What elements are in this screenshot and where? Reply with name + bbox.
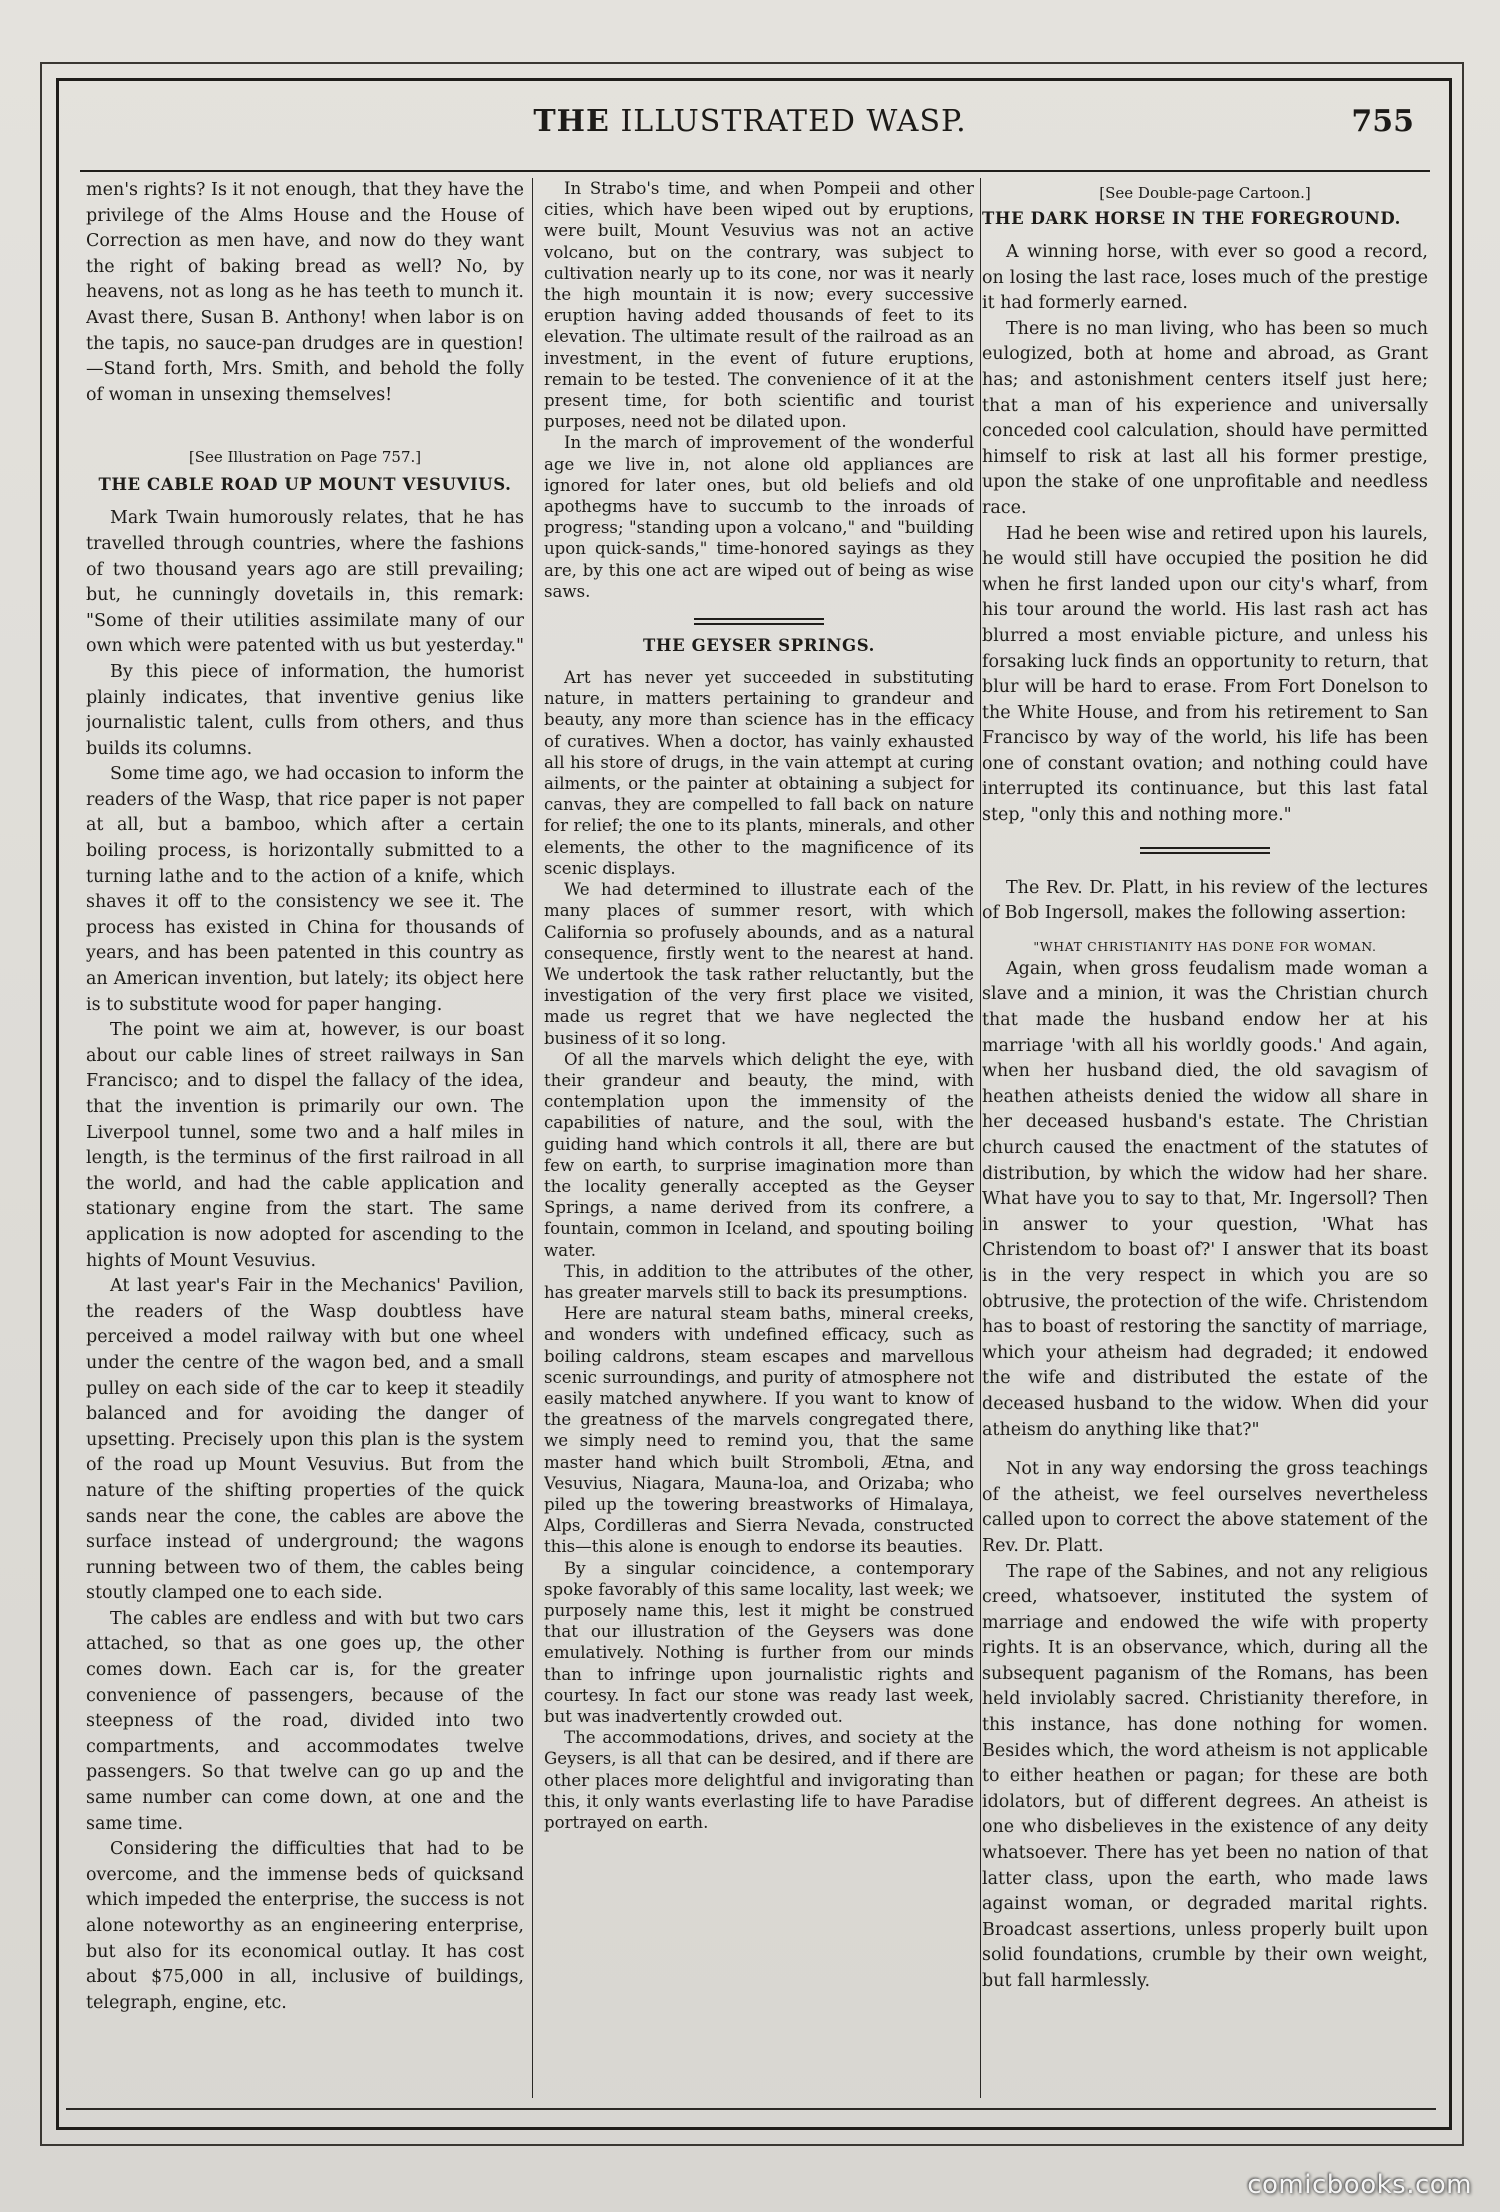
- watermark-logo: comicbooks.com: [1247, 2170, 1472, 2200]
- article-columns: [86, 178, 1428, 2098]
- header-rule: [80, 170, 1430, 172]
- illustration-note: [See Illustration on Page 757.]: [188, 448, 422, 467]
- paragraph: The point we aim at, however, is our boast about our cable lines of street railways in San Francisco; and to dispel the fallacy of the idea, that the invention is primarily our own. The Liverpool tunnel, some two and a half miles in length, is the terminus of the first railroad in all the world, and had the cable application and stationary engine from the start. The same application is now adopted for ascending to the hights of Mount Vesuvius.: [86, 1020, 524, 1271]
- column-3: [982, 178, 1428, 2098]
- paragraph: Mark Twain humorously relates, that he has travelled through countries, where the fashions of two thousand years ago are still prevailing; but, he cunningly dovetails in, this remark: "Some of their utilities assimilate many of our own which were patented with us but yesterday.": [86, 508, 524, 657]
- section-separator: [1140, 847, 1270, 854]
- quoted-paragraph: Again, when gross feudalism made woman a slave and a minion, it was the Christian church that made the husband endow her at his marriage 'with all his worldly goods.' And again, when her husband died, the old savagism of heathen atheists denied the widow all share in her deceased husband's estate. The Christian church caused the enactment of the statutes of distribution, by which the widow had her share. What have you to say to that, Mr. Ingersoll? Then in answer to your question, 'What has Christendom to boast of?' I answer that its boast is in the very respect in which you are so obtrusive, the protection of the wife. Christendom has to boast of restoring the sanctity of marriage, which your atheism had degraded; it endowed the wife and distributed the estate of the deceased husband to the widow. When did your atheism do anything like that?": [982, 958, 1428, 1440]
- section-separator: [694, 618, 824, 625]
- paragraph: Not in any way endorsing the gross teachings of the atheist, we feel ourselves nevertheless called upon to correct the above statement of the Rev. Dr. Platt.: [982, 1459, 1428, 1556]
- paragraph: The Rev. Dr. Platt, in his review of the lectures of Bob Ingersoll, makes the following assertion:: [982, 877, 1428, 924]
- footer-rule: [66, 2108, 1436, 2110]
- masthead-the: THE: [533, 104, 610, 139]
- paragraph: Of all the marvels which delight the eye, with their grandeur and beauty, the mind, with contemplation upon the immensity of the capabilities of nature, and the soul, with the guiding hand which controls it all, there are but few on earth, to surprise imagination more than the locality generally accepted as the Geyser Springs, a name derived from its confrere, a fountain, common in Iceland, and spouting boiling water.: [544, 1049, 974, 1260]
- article-heading-geyser-springs: THE GEYSER SPRINGS.: [643, 636, 875, 656]
- paragraph: Had he been wise and retired upon his laurels, he would still have occupied the position he did when he first landed upon our city's wharf, from his tour around the world. His last rash act has blurred a most enviable picture, and unless his forsaking luck finds an opportunity to return, that blur will be hard to erase. From Fort Donelson to the White House, and from his retirement to San Francisco by way of the world, his life has been one of constant ovation; and nothing could have interrupted its continuance, but this last fatal step, "only this and nothing more.": [982, 523, 1428, 826]
- article-heading-dark-horse: THE DARK HORSE IN THE FOREGROUND.: [982, 209, 1402, 228]
- paragraph: Here are natural steam baths, mineral creeks, and wonders with undefined efficacy, such as boiling caldrons, steam escapes and marvellous scenic surroundings, and purity of atmosphere not easily matched anywhere. If you want to know of the greatness of the marvels congregated there, we simply need to remind you, that the same master hand which built Stromboli, Ætna, and Vesuvius, Niagara, Mauna-loa, and Orizaba; who piled up the towering breastworks of Himalaya, Alps, Cordilleras and Sierra Nevada, constructed this—this alone is enough to endorse its beauties.: [544, 1304, 974, 1557]
- paragraph: In Strabo's time, and when Pompeii and other cities, which have been wiped out by eruptions, were built, Mount Vesuvius was not an active volcano, but on the contrary, was subject to cultivation nearly up to its cone, nor was it nearly the high mountain it is now; every successive eruption having added thousands of feet to its elevation. The ultimate result of the railroad as an investment, in the event of future eruptions, remain to be tested. The convenience of it at the present time, for both scientific and tourist purposes, need not be dilated upon.: [544, 179, 974, 432]
- quoted-subheading: "WHAT CHRISTIANITY HAS DONE FOR WOMAN.: [1033, 938, 1377, 954]
- paragraph: At last year's Fair in the Mechanics' Pavilion, the readers of the Wasp doubtless have perceived a model railway with but one wheel under the centre of the wagon bed, and a small pulley on each side of the car to keep it steadily balanced and for avoiding the danger of upsetting. Precisely upon this plan is the system of the road up Mount Vesuvius. But from the nature of the shifting properties of the quick sands near the cone, the cables are above the surface instead of underground; the wagons running between two of them, the cables being stoutly clamped one to each side.: [86, 1276, 524, 1604]
- paragraph: By this piece of information, the humorist plainly indicates, that inventive genius like journalistic talent, culls from others, and thus builds its columns.: [86, 661, 524, 759]
- paragraph: The rape of the Sabines, and not any religious creed, whatsoever, instituted the system of marriage and endowed the wife with property rights. It is an observance, which, during all the subsequent paganism of the Romans, has been held inviolably sacred. Christianity therefore, in this instance, has done nothing for women. Besides which, the word atheism is not applicable to either heathen or pagan; for these are both idolators, but of different degrees. An atheist is one who disbelieves in the existence of any deity whatsoever. There has yet been no nation of that latter class, upon the earth, who made laws against woman, or degraded marital rights. Broadcast assertions, unless properly built upon solid foundations, crumble by their own weight, but fall harmlessly.: [982, 1561, 1428, 1991]
- paragraph: A winning horse, with ever so good a record, on losing the last race, loses much of the prestige it had formerly earned.: [982, 242, 1428, 314]
- page-number: 755: [1351, 104, 1414, 139]
- paragraph: men's rights? Is it not enough, that they have the privilege of the Alms House and the House of Correction as men have, and now do they want the right of baking bread as well? No, by heavens, not as long as he has teeth to munch it. Avast there, Susan B. Anthony! when labor is on the tapis, no sauce-pan drudges are in question!—Stand forth, Mrs. Smith, and behold the folly of woman in unsexing themselves!: [86, 180, 524, 405]
- paragraph: There is no man living, who has been so much eulogized, both at home and abroad, as Grant has; and astonishment centers itself just here; that a man of his experience and universally conceded cool calculation, should have permitted himself to risk at last all his former prestige, upon the stake of one unprofitable and needless race.: [982, 318, 1428, 518]
- masthead-title: [60, 104, 1440, 139]
- masthead-name: ILLUSTRATED WASP.: [620, 104, 967, 139]
- paragraph: The accommodations, drives, and society at the Geysers, is all that can be desired, and if there are other places more delightful and invigorating than this, it only wants everlasting life to have Paradise portrayed on earth.: [544, 1728, 974, 1833]
- paragraph: We had determined to illustrate each of the many places of summer resort, with which California so profusely abounds, and as a natural consequence, firstly went to the nearest at hand. We undertook the task rather reluctantly, but the investigation of the very first place we visited, made us regret that we have neglected the business of it so long.: [544, 880, 974, 1048]
- paragraph: The cables are endless and with but two cars attached, so that as one goes up, the other comes down. Each car is, for the greater convenience of passengers, because of the steepness of the road, divided into two compartments, and accommodates twelve passengers. So that twelve can go up and the same number can come down, at one and the same time.: [86, 1608, 524, 1834]
- paragraph: In the march of improvement of the wonderful age we live in, not alone old appliances are ignored for later ones, but old beliefs and old apothegms have to succumb to the inroads of progress; "standing upon a volcano," and "building upon quick-sands," time-honored sayings as they are, by this one act are wiped out of being as wise saws.: [544, 433, 974, 601]
- paragraph: Considering the difficulties that had to be overcome, and the immense beds of quicksand which impeded the enterprise, the success is not alone noteworthy as an engineering enterprise, but also for its economical outlay. It has cost about $75,000 in all, inclusive of buildings, telegraph, engine, etc.: [86, 1839, 524, 2013]
- paragraph: Some time ago, we had occasion to inform the readers of the Wasp, that rice paper is not paper at all, but a bamboo, which after a certain boiling process, is horizontally submitted to a turning lathe and to the action of a knife, which shaves it off to the consistency we see it. The process has existed in China for thousands of years, and has been patented in this country as an American invention, but lately; its object here is to substitute wood for paper hanging.: [86, 764, 524, 1015]
- masthead: [60, 104, 1440, 154]
- cartoon-note: [See Double-page Cartoon.]: [1099, 184, 1311, 202]
- paragraph: Art has never yet succeeded in substituting nature, in matters pertaining to grandeur and beauty, any more than science has in the efficacy of curatives. When a doctor, has vainly exhausted all his store of drugs, in the vain attempt at curing ailments, or the painter at obtaining a subject for canvas, they are compelled to fall back on nature for relief; the one to its plants, minerals, and other elements, the other to the magnificence of its scenic displays.: [544, 668, 974, 878]
- column-2: [544, 178, 974, 2098]
- spacer: [982, 1443, 1428, 1457]
- paragraph: This, in addition to the attributes of the other, has greater marvels still to back its presumptions.: [544, 1261, 974, 1302]
- column-1: [86, 178, 524, 2098]
- paragraph: By a singular coincidence, a contemporary spoke favorably of this same locality, last week; we purposely name this, lest it might be construed that our illustration of the Geysers was done emulatively. Nothing is further from our minds than to infringe upon journalistic rights and courtesy. In fact our stone was ready last week, but was inadvertently crowded out.: [544, 1558, 974, 1727]
- article-heading-cable-road: THE CABLE ROAD UP MOUNT VESUVIUS.: [98, 475, 512, 495]
